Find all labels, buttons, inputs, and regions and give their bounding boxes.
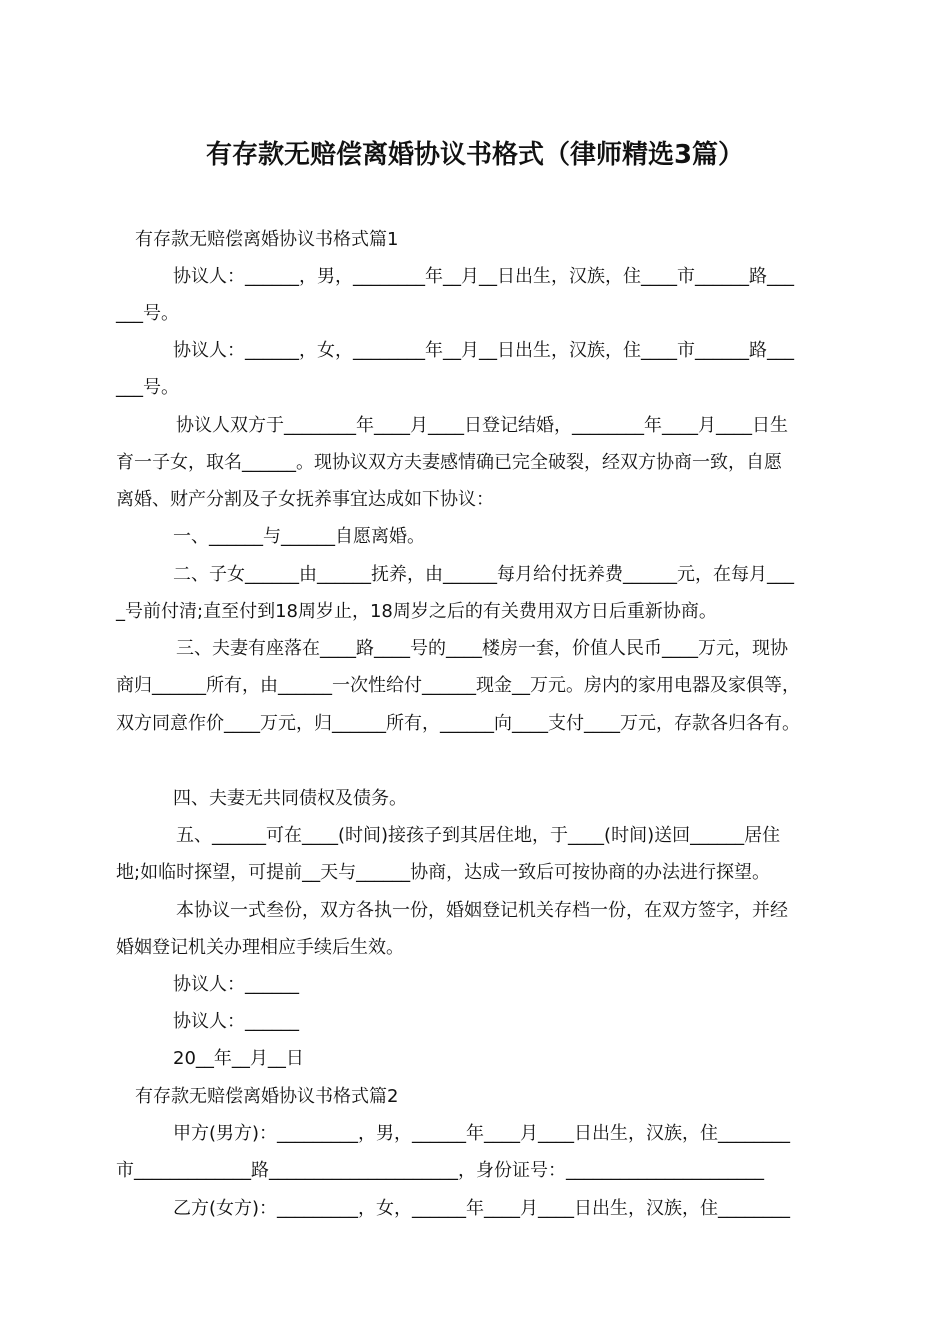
clause-line: 双方同意作价____万元，归______所有，______向____支付____万元，存款各归各有。 [116, 713, 800, 734]
signature-line: 协议人：______ [173, 1011, 299, 1032]
paragraph-line: 市_____________路_____________________，身份证号：______________________ [116, 1160, 764, 1181]
clause-line: 商归______所有，由______一次性给付______现金__万元。房内的家用电器及家俱等， [116, 675, 800, 696]
paragraph-line: 育一子女，取名______。现协议双方夫妻感情确已完全破裂，经双方协商一致，自愿 [116, 452, 782, 473]
date-line: 20__年__月__日 [173, 1048, 304, 1069]
clause-line: 地;如临时探望，可提前__天与______协商，达成一致后可按协商的办法进行探望。 [116, 862, 771, 883]
document-title: 有存款无赔偿离婚协议书格式（律师精选3篇） [205, 140, 745, 170]
paragraph-line: 本协议一式叁份，双方各执一份，婚姻登记机关存档一份，在双方签字，并经 [176, 900, 788, 921]
section-heading-1: 有存款无赔偿离婚协议书格式篇1 [135, 229, 399, 250]
clause-line: 二、子女______由______抚养，由______每月给付抚养费______元，在每月___ [173, 564, 794, 585]
clause-line: 一、______与______自愿离婚。 [173, 526, 425, 547]
paragraph-line: 婚姻登记机关办理相应手续后生效。 [116, 937, 404, 958]
paragraph-line: 协议人：______，男，________年__月__日出生，汉族，住____市______路___ [173, 266, 794, 287]
paragraph-line: ___号。 [116, 303, 179, 324]
section-heading-2: 有存款无赔偿离婚协议书格式篇2 [135, 1086, 399, 1107]
clause-line: _号前付清;直至付到18周岁止，18周岁之后的有关费用双方日后重新协商。 [116, 601, 717, 622]
clause-line: 三、夫妻有座落在____路____号的____楼房一套，价值人民币____万元，现协 [176, 638, 788, 659]
paragraph-line: 乙方(女方)：_________，女，______年____月____日出生，汉族，住________ [173, 1198, 791, 1219]
paragraph-line: 离婚、财产分割及子女抚养事宜达成如下协议： [116, 489, 494, 510]
clause-line: 四、夫妻无共同债权及债务。 [173, 788, 407, 809]
signature-line: 协议人：______ [173, 974, 299, 995]
paragraph-line: 协议人：______，女，________年__月__日出生，汉族，住____市______路___ [173, 340, 794, 361]
paragraph-line: 协议人双方于________年____月____日登记结婚，________年____月____日生 [176, 415, 788, 436]
paragraph-line: ___号。 [116, 377, 179, 398]
clause-line: 五、______可在____(时间)接孩子到其居住地，于____(时间)送回______居住 [176, 825, 781, 846]
paragraph-line: 甲方(男方)：_________，男，______年____月____日出生，汉族，住________ [173, 1123, 791, 1144]
